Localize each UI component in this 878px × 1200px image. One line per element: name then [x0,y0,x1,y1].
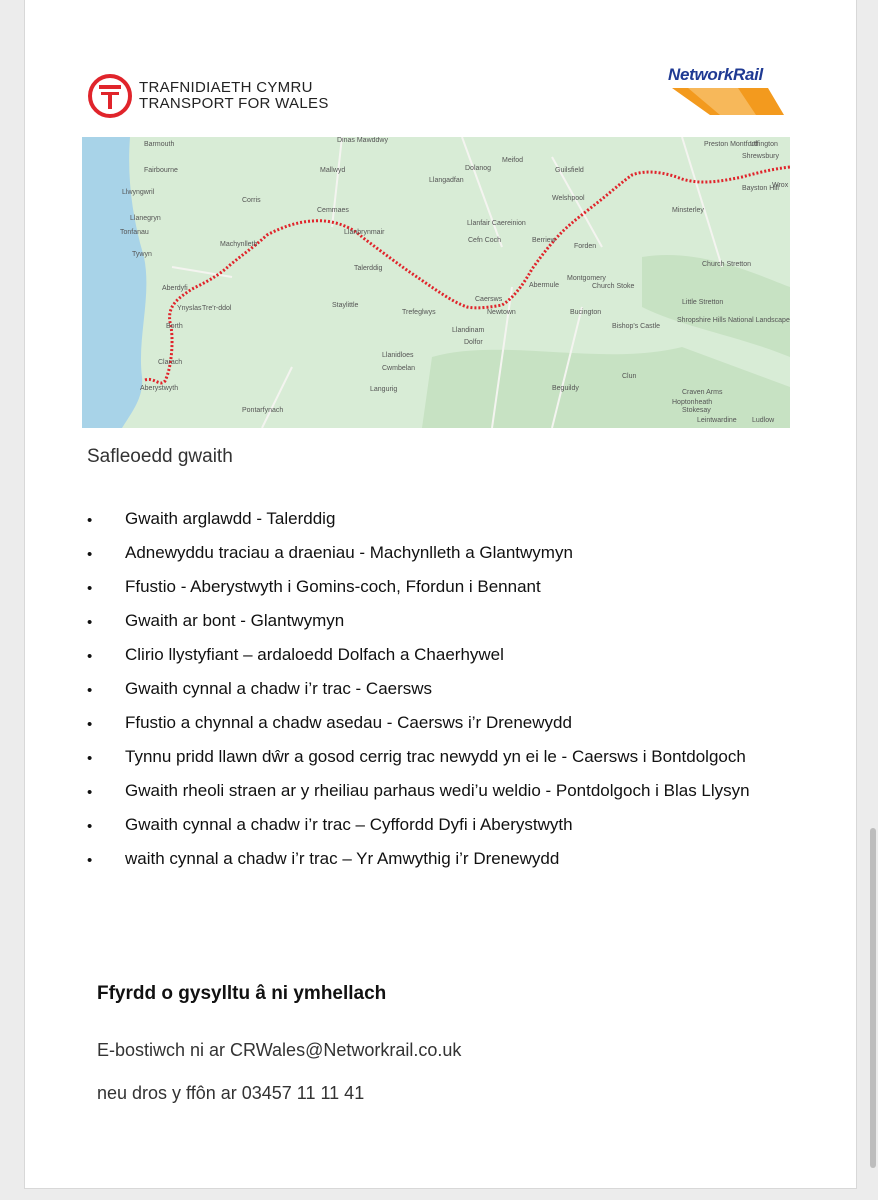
map-place-label: Guilsfield [555,167,584,174]
map-place-label: Clarach [158,359,183,366]
contact-phone[interactable]: neu dros y ffôn ar 03457 11 11 41 [97,1083,365,1103]
list-item: • Gwaith ar bont - Glantwymyn [87,608,787,633]
map-place-label: Langurig [370,386,398,393]
route-map [82,137,790,428]
map-place-label: Beguildy [552,385,579,392]
list-item: • Gwaith arglawdd - Talerddig [87,506,787,531]
list-item: • Ffustio a chynnal a chadw asedau - Caersws i’r Drenewydd [87,710,787,735]
tfw-name-welsh: TRAFNIDIAETH CYMRU [139,79,313,96]
contact-title: Ffyrdd o gysylltu â ni ymhellach [97,983,387,1004]
list-item: • Gwaith rheoli straen ar y rheiliau parhaus wedi’u weldio - Pontdolgoch i Blas Llysyn [87,778,787,803]
map-place-label: Barmouth [144,141,175,148]
list-item: • Gwaith cynnal a chadw i’r trac - Caersws [87,676,787,701]
map-place-label: Caersws [475,296,503,303]
map-place-label: Wrox [772,182,789,189]
vertical-scrollbar[interactable] [870,828,876,1168]
map-place-label: Preston Montford [704,141,758,148]
list-item: • Adnewyddu traciau a draeniau - Machynlleth a Glantwymyn [87,540,787,565]
map-place-label: Tre'r-ddol [202,305,232,312]
map-place-label: Llanbrynmair [344,229,385,236]
map-place-label: Machynlleth [220,241,258,248]
map-place-label: Llangadfan [429,177,464,184]
list-item: • waith cynnal a chadw i’r trac – Yr Amwythig i’r Drenewydd [87,846,787,871]
map-place-label: Clun [622,373,637,380]
map-place-label: Dolanog [465,165,492,172]
map-place-label: Ludlow [752,417,775,424]
map-place-label: Borth [166,323,183,330]
map-place-label: Dolfor [464,339,483,346]
map-place-label: Meifod [502,157,524,164]
list-item: • Gwaith cynnal a chadw i’r trac – Cyffordd Dyfi i Aberystwyth [87,812,787,837]
tfw-logo-icon [87,73,133,119]
map-place-label: Pontarfynach [242,407,284,414]
map-place-label: Trefeglwys [402,309,436,316]
map-place-label: Montgomery [567,275,606,282]
map-place-label: Corris [242,197,261,204]
map-place-label: Bucington [570,309,602,316]
map-place-label: Staylittle [332,302,359,309]
map-place-label: Forden [574,243,597,250]
map-place-label: Church Stretton [702,261,752,268]
map-place-label: Cwmbelan [382,365,416,372]
works-title: Safleoedd gwaith [87,446,233,467]
map-place-label: Little Stretton [682,299,724,306]
map-place-label: Shrewsbury [742,153,779,160]
list-item: • Clirio llystyfiant – ardaloedd Dolfach a Chaerhywel [87,642,787,667]
map-place-label: Fairbourne [144,167,178,174]
map-place-label: Abermule [529,282,559,289]
map-place-label: Berriew [532,237,556,244]
tfw-logo [87,73,329,119]
map-place-label: Stokesay [682,407,711,414]
map-place-label: Llanegryn [130,215,161,222]
map-place-label: Dinas Mawddwy [337,137,388,144]
map-place-label: Welshpool [552,195,585,202]
map-place-label: Church Stoke [592,283,635,290]
map-place-label: Uffington [750,141,778,148]
map-place-label: Leintwardine [697,417,737,424]
map-place-label: Llanidloes [382,352,414,359]
map-place-label: Llanfair Caereinion [467,220,526,227]
map-place-label: Llandinam [452,327,485,334]
contact-email[interactable]: E-bostiwch ni ar CRWales@Networkrail.co.uk [97,1040,462,1060]
map-place-label: Minsterley [672,207,704,214]
map-place-label: Cemmaes [317,207,349,214]
map-place-label: Aberdyfi [162,285,188,292]
map-place-label: Bishop's Castle [612,323,661,330]
map-place-label: Aberystwyth [140,385,179,392]
networkrail-logo [668,65,786,117]
map-place-label: Mallwyd [320,167,346,174]
map-place-label: Talerddig [354,265,383,272]
document-page [24,0,857,1189]
map-place-label: Cefn Coch [468,237,502,244]
map-place-label: Tywyn [132,251,152,258]
map-place-label: Bayston Hill [742,185,779,192]
works-list [87,506,787,880]
networkrail-name: NetworkRail [668,65,763,84]
map-place-label: Newtown [487,309,516,316]
map-place-label: Llwyngwril [122,189,155,196]
list-item: • Ffustio - Aberystwyth i Gomins-coch, Ffordun i Bennant [87,574,787,599]
map-place-label: Ynyslas [177,305,202,312]
networkrail-swoosh-icon [668,65,786,117]
map-place-label: Tonfanau [120,229,149,236]
list-item: • Tynnu pridd llawn dŵr a gosod cerrig trac newydd yn ei le - Caersws i Bontdolgoch [87,744,787,769]
map-place-label: Shropshire Hills National Landscape [677,317,790,324]
map-place-label: Craven Arms [682,389,723,396]
tfw-name-english: TRANSPORT FOR WALES [139,95,329,112]
map-place-label: Hoptonheath [672,399,713,406]
